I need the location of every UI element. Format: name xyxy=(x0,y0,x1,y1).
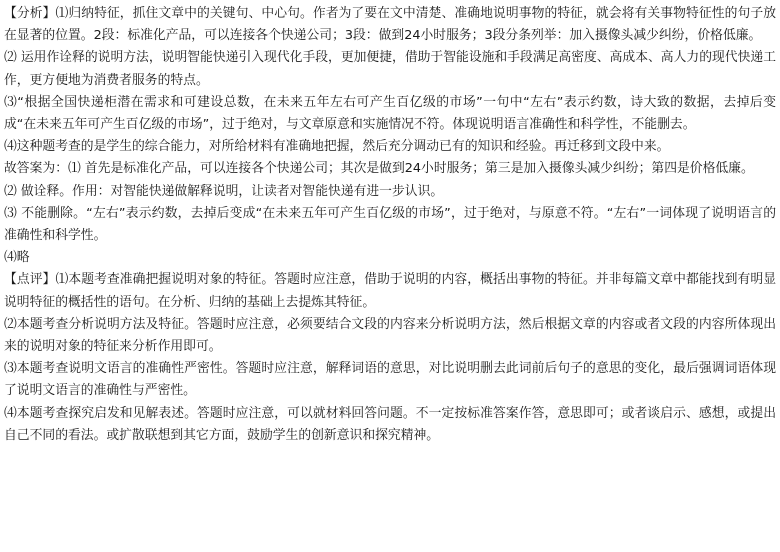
comment-paragraph-1: 【点评】⑴本题考查准确把握说明对象的特征。答题时应注意，借助于说明的内容，概括出事物的特征。并非每篇文章中都能找到有明显说明特征的概括性的语句。在分析、归纳的基础上去提炼其特征。 xyxy=(4,272,776,310)
answer-paragraph-2: ⑵ 做诠释。作用：对智能快递做解释说明，让读者对智能快递有进一步认识。 xyxy=(4,183,444,199)
answer-paragraph-1: 故答案为：⑴ 首先是标准化产品，可以连接各个快递公司；其次是做到24小时服务；第三是加入摄像头减少纠纷；第四是价格低廉。 xyxy=(4,161,754,177)
answer-paragraph-4: ⑷略 xyxy=(4,250,30,266)
analysis-paragraph-1: 【分析】⑴归纳特征，抓住文章中的关键句、中心句。作者为了要在文中清楚、准确地说明事物的特征，就会将有关事物特征性的句子放在显著的位置。2段：标准化产品，可以连接各个快递公司；3段：做到24小时服务；3段分条列举：加入摄像头减少纠纷，价格低廉。 xyxy=(4,6,776,44)
analysis-paragraph-4: ⑷这种题考查的是学生的综合能力，对所给材料有准确地把握，然后充分调动已有的知识和经验。再迁移到文段中来。 xyxy=(4,139,670,155)
comment-paragraph-2: ⑵本题考查分析说明方法及特征。答题时应注意，必须要结合文段的内容来分析说明方法，然后根据文章的内容或者文段的内容所体现出来的说明对象的特征来分析作用即可。 xyxy=(4,316,776,355)
analysis-paragraph-2: ⑵ 运用作诠释的说明方法，说明智能快递引入现代化手段，更加便捷，借助于智能设施和手段满足高密度、高成本、高人力的现代快递工作，更方便地为消费者服务的特点。 xyxy=(4,50,776,88)
answer-paragraph-3: ⑶ 不能删除。“左右”表示约数，去掉后变成“在未来五年可产生百亿级的市场”，过于绝对，与原意不符。“左右”一词体现了说明语言的准确性和科学性。 xyxy=(4,205,776,244)
comment-paragraph-4: ⑷本题考查探究启发和见解表述。答题时应注意，可以就材料回答问题。不一定按标准答案作答，意思即可；或者谈启示、感想，或提出自己不同的看法。或扩散联想到其它方面，鼓励学生的创新意识和探究精神。 xyxy=(4,405,776,443)
comment-paragraph-3: ⑶本题考查说明文语言的准确性严密性。答题时应注意，解释词语的意思，对比说明删去此词前后句子的意思的变化，最后强调词语体现了说明文语言的准确性与严密性。 xyxy=(4,361,776,399)
analysis-paragraph-3: ⑶“根据全国快递柜潜在需求和可建设总数，在未来五年左右可产生百亿级的市场”一句中“左右”表示约数，诗大致的数据，去掉后变成“在未来五年可产生百亿级的市场”，过于绝对，与文章原意和实施情况不符。体现说明语言准确性和科学性，不能删去。 xyxy=(4,94,776,133)
